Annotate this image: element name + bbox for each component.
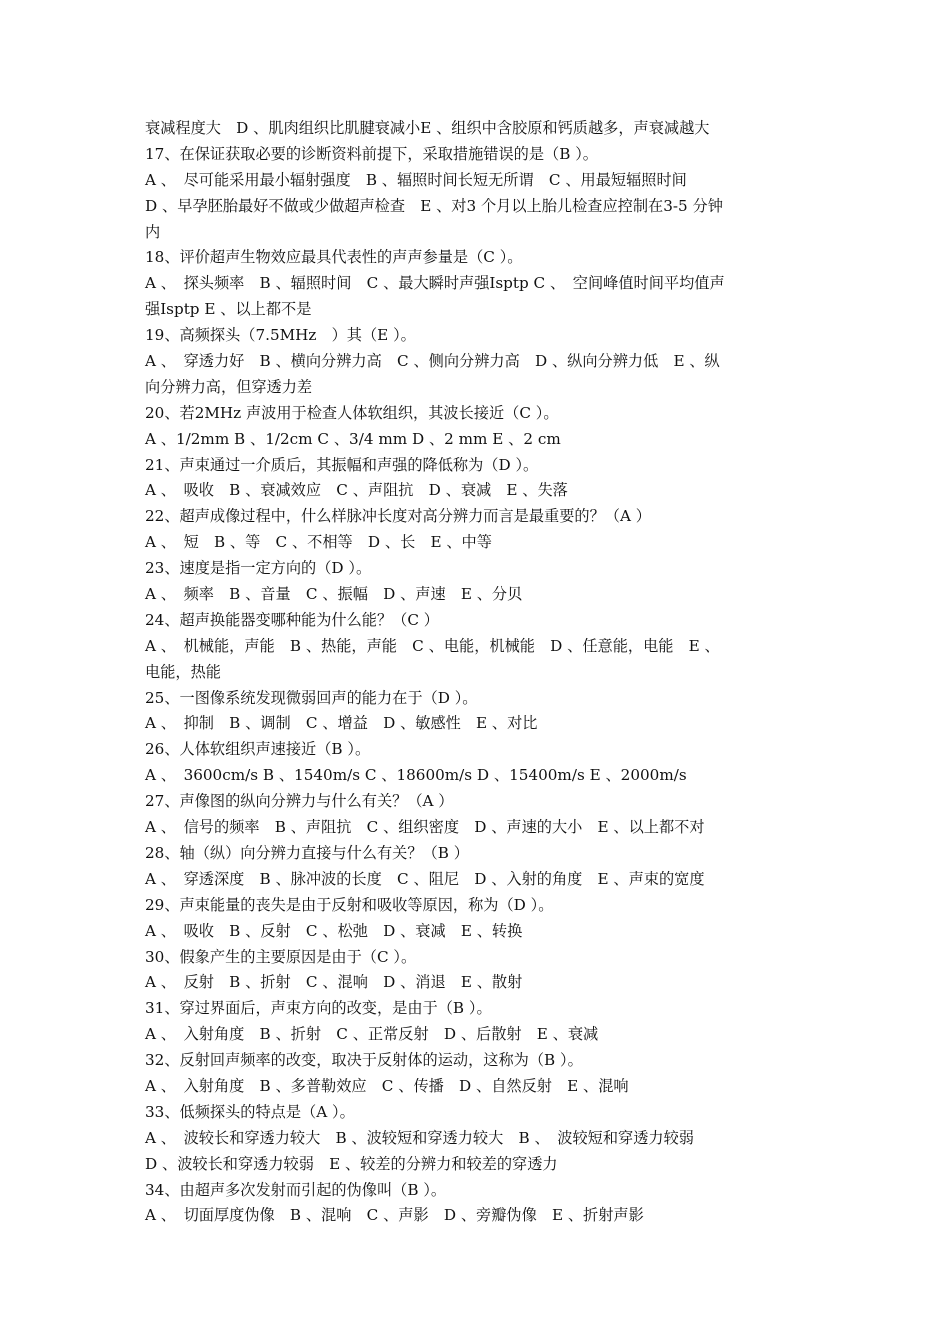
document-page xyxy=(145,116,810,1229)
options-line: A 、 尽可能采用最小辐射强度 B 、辐照时间长短无所谓 C 、用最短辐照时间 xyxy=(145,170,687,189)
options-line: A 、 吸收 B 、反射 C 、松弛 D 、衰减 E 、转换 xyxy=(145,921,523,940)
options-line: A 、1/2mm B 、1/2cm C 、3/4 mm D 、2 mm E 、2 cm xyxy=(145,429,561,448)
options-line: A 、 穿透深度 B 、脉冲波的长度 C 、阻尼 D 、入射的角度 E 、声束的宽度 xyxy=(145,869,705,888)
question-line: 26、人体软组织声速接近（B ）。 xyxy=(145,740,371,759)
question-line: 21、声束通过一介质后，其振幅和声强的降低称为（D ）。 xyxy=(145,455,539,474)
question-line: 34、由超声多次发射而引起的伪像叫（B ）。 xyxy=(145,1180,447,1199)
question-line: 22、超声成像过程中，什么样脉冲长度对高分辨力而言是最重要的？（A ） xyxy=(145,507,651,526)
question-line: 24、超声换能器变哪种能为什么能？（C ） xyxy=(145,610,439,629)
options-line: A 、 入射角度 B 、多普勒效应 C 、传播 D 、自然反射 E 、混响 xyxy=(145,1076,629,1095)
question-line: 27、声像图的纵向分辨力与什么有关？（A ） xyxy=(145,792,454,811)
options-line: A 、 波较长和穿透力较大 B 、波较短和穿透力较大 B 、 波较短和穿透力较弱 xyxy=(145,1128,694,1147)
options-line: A 、 频率 B 、音量 C 、振幅 D 、声速 E 、分贝 xyxy=(145,585,523,604)
options-line: A 、 切面厚度伪像 B 、混响 C 、声影 D 、旁瓣伪像 E 、折射声影 xyxy=(145,1206,644,1225)
options-line: A 、 入射角度 B 、折射 C 、正常反射 D 、后散射 E 、衰减 xyxy=(145,1025,599,1044)
question-line: 25、一图像系统发现微弱回声的能力在于（D ）。 xyxy=(145,688,478,707)
question-line: 33、低频探头的特点是（A ）。 xyxy=(145,1102,355,1121)
options-line: A 、 吸收 B 、衰减效应 C 、声阻抗 D 、衰减 E 、失落 xyxy=(145,481,568,500)
question-line: 29、声束能量的丧失是由于反射和吸收等原因，称为（D ）。 xyxy=(145,895,554,914)
options-line: 电能，热能 xyxy=(145,662,221,681)
question-line: 28、轴（纵）向分辨力直接与什么有关？（B ） xyxy=(145,843,469,862)
options-line: A 、 穿透力好 B 、横向分辨力高 C 、侧向分辨力高 D 、纵向分辨力低 E 、纵 xyxy=(145,352,720,371)
options-line: A 、 信号的频率 B 、声阻抗 C 、组织密度 D 、声速的大小 E 、以上都不对 xyxy=(145,818,705,837)
question-line: 20、若2MHz 声波用于检查人体软组织，其波长接近（C ）。 xyxy=(145,403,559,422)
question-line: 18、评价超声生物效应最具代表性的声声参量是（C ）。 xyxy=(145,248,523,267)
question-line: 23、速度是指一定方向的（D ）。 xyxy=(145,559,372,578)
options-line: A 、 3600cm/s B 、1540m/s C 、18600m/s D 、15400m/s E 、2000m/s xyxy=(145,766,687,785)
options-line: D 、波较长和穿透力较弱 E 、较差的分辨力和较差的穿透力 xyxy=(145,1154,558,1173)
options-line: A 、 抑制 B 、调制 C 、增益 D 、敏感性 E 、对比 xyxy=(145,714,538,733)
options-line: A 、 短 B 、等 C 、不相等 D 、长 E 、中等 xyxy=(145,533,492,552)
text-line: 衰减程度大 D 、肌肉组织比肌腱衰减小E 、组织中含胶原和钙质越多，声衰减越大 xyxy=(145,119,710,137)
options-line: 强Isptp E 、以上都不是 xyxy=(145,300,312,319)
question-line: 30、假象产生的主要原因是由于（C ）。 xyxy=(145,947,417,966)
question-line: 31、穿过界面后，声束方向的改变，是由于（B ）。 xyxy=(145,999,492,1018)
question-line: 32、反射回声频率的改变，取决于反射体的运动，这称为（B ）。 xyxy=(145,1051,583,1070)
options-line: 向分辨力高，但穿透力差 xyxy=(145,377,313,396)
options-line: A 、 探头频率 B 、辐照时间 C 、最大瞬时声强Isptp C 、 空间峰值时间平均值声 xyxy=(145,274,725,293)
question-line: 17、在保证获取必要的诊断资料前提下，采取措施错误的是（B ）。 xyxy=(145,144,598,163)
options-line: A 、 反射 B 、折射 C 、混响 D 、消退 E 、散射 xyxy=(145,973,523,992)
options-line: 内 xyxy=(145,222,161,241)
options-line: A 、 机械能，声能 B 、热能，声能 C 、电能，机械能 D 、任意能，电能 E 、 xyxy=(145,636,720,655)
question-line: 19、高频探头（7.5MHz ）其（E ）。 xyxy=(145,326,416,345)
options-line: D 、早孕胚胎最好不做或少做超声检查 E 、对3 个月以上胎儿检查应控制在3-5 分钟 xyxy=(145,196,723,215)
